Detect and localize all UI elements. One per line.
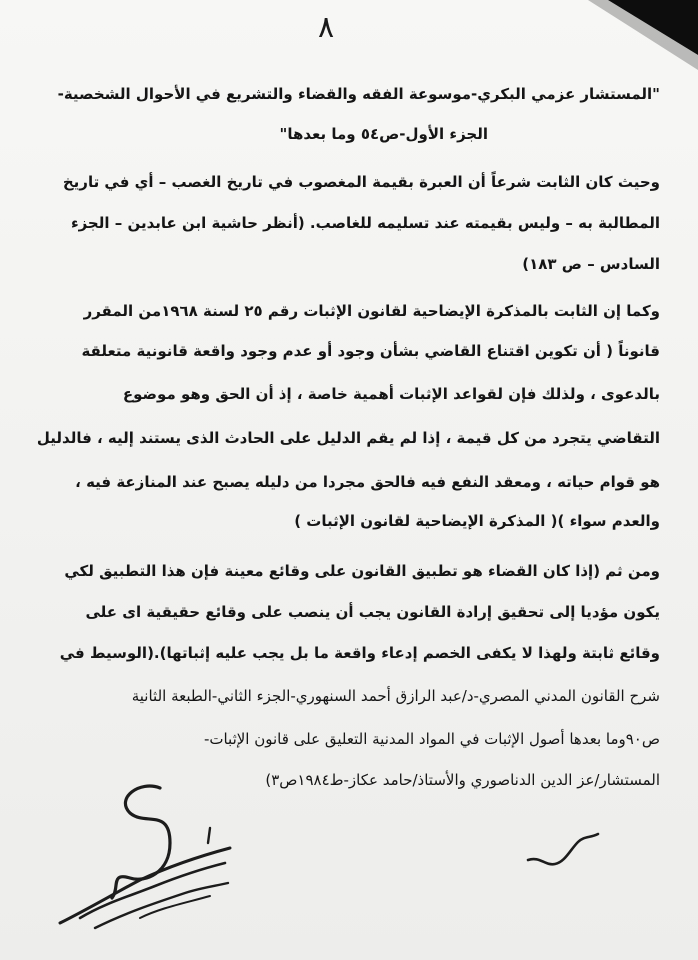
handwritten-signature [20,768,250,938]
text-line: وكما إن الثابت بالمذكرة الإيضاحية لقانون الإثبات رقم ٢٥ لسنة ١٩٦٨من المقرر [83,302,660,320]
text-line: يكون مؤديا إلى تحقيق إرادة القانون يجب أن ينصب على وقائع حقيقية اى على [85,603,660,621]
text-line: ومن ثم (إذا كان القضاء هو تطبيق القانون على وقائع معينة فإن هذا التطبيق لكي [64,562,660,580]
text-line: السادس – ص ١٨٣) [522,255,660,273]
text-line: المستشار/عز الدين الدناصوري والأستاذ/حامد عكاز-ط١٩٨٤ص٣) [265,771,660,789]
page-corner-shadow [588,0,698,70]
text-line: المطالبة به – وليس بقيمته عند تسليمه للغاصب. (أنظر حاشية ابن عابدين – الجزء [70,214,660,232]
page-number: ٨ [318,10,335,45]
text-line: وقائع ثابتة ولهذا لا يكفى الخصم إدعاء واقعة ما بل يجب عليه إثباتها).(الوسيط في [59,644,660,662]
text-line: وحيث كان الثابت شرعاً أن العبرة بقيمة المغصوب في تاريخ الغصب – أي في تاريخ [62,173,660,191]
text-line: هو قوام حياته ، ومعقد النفع فيه فالحق مجردا من دليله يصبح عند المنازعة فيه ، [75,473,660,491]
text-line: ص٩٠وما بعدها أصول الإثبات في المواد المدنية التعليق على قانون الإثبات- [203,730,660,748]
text-line: الجزء الأول-ص٥٤ وما بعدها" [279,125,488,143]
text-line: والعدم سواء )( المذكرة الإيضاحية لقانون الإثبات ) [294,512,660,530]
text-line: التقاضي يتجرد من كل قيمة ، إذا لم يقم الدليل على الحادث الذى يستند إليه ، فالدليل [36,429,660,447]
text-line: قانوناً ( أن تكوين اقتناع القاضي بشأن وجود أو عدم وجود واقعة قانونية متعلقة [81,342,660,360]
text-line: "المستشار عزمي البكري-موسوعة الفقه والقضاء والتشريع في الأحوال الشخصية- [57,85,660,103]
pen-mark [520,820,610,880]
text-line: بالدعوى ، ولذلك فإن لقواعد الإثبات أهمية خاصة ، إذ أن الحق وهو موضوع [122,385,660,403]
text-line: شرح القانون المدني المصري-د/عبد الرازق أحمد السنهوري-الجزء الثاني-الطبعة الثانية [131,687,660,705]
